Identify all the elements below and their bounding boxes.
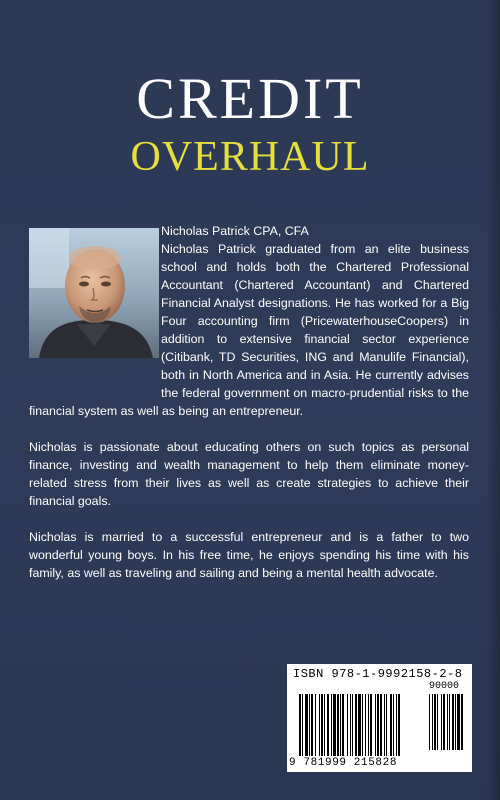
barcode-bar <box>324 694 325 756</box>
barcode-bar <box>311 694 313 756</box>
barcode-bar <box>321 694 323 756</box>
barcode-bar <box>377 694 379 756</box>
barcode-bar <box>386 694 387 756</box>
author-name-line: Nicholas Patrick CPA, CFA <box>161 224 309 238</box>
bio-paragraph-2: Nicholas is passionate about educating others on such topics as personal finance, investing and wealth management to help them eliminate money-related stress from their lives as well as create strategies to achieve their financial goals. <box>29 440 469 508</box>
barcode-bar <box>355 694 357 756</box>
author-bio <box>29 222 469 582</box>
barcode-addon-bar <box>437 694 438 750</box>
isbn-text: ISBN 978-1-9992158-2-8 <box>293 667 463 681</box>
barcode-bar <box>358 694 361 756</box>
barcode-addon-bar <box>432 694 433 750</box>
barcode-bar <box>342 694 344 756</box>
barcode-bar <box>398 694 400 756</box>
barcode-bar <box>302 694 303 756</box>
barcode-addon-bar <box>449 694 450 750</box>
barcode-bar <box>370 694 372 756</box>
bio-paragraph-1: Nicholas Patrick graduated from an elite business school and holds both the Chartered Professional Accountant (Chartered Accountant) and Chartered Financial Analyst designations. He has worked for a Big Four accounting firm (PricewaterhouseCoopers) in addition to extensive financial sector experience (Citibank, TD Securities, ING and Manulife Financial), both in North America and in Asia. He currently advises the federal government on macro-prudential risks to the financial system as well as being an entrepreneur. <box>29 242 469 418</box>
barcode-bar <box>327 694 329 756</box>
barcode-addon-bar <box>461 694 463 750</box>
barcode-bar <box>309 694 310 756</box>
bio-paragraph-3: Nicholas is married to a successful entrepreneur and is a father to two wonderful young boys. In his free time, he enjoys spending his time with his family, as well as traveling and sailing and being a mental health advocate. <box>29 530 469 580</box>
barcode-bar <box>340 694 341 756</box>
barcode-addon-bar <box>457 694 460 750</box>
barcode-addon-bar <box>441 694 442 750</box>
barcode-bar <box>375 694 376 756</box>
barcode-addon-bar <box>443 694 445 750</box>
barcode-bar <box>384 694 385 756</box>
barcode-bar <box>315 694 316 756</box>
barcode-addon-digits: 90000 <box>429 681 460 692</box>
barcode-bar <box>333 694 336 756</box>
barcode-bar <box>365 694 366 756</box>
barcode-bar <box>393 694 394 756</box>
book-subtitle: OVERHAUL <box>130 134 370 180</box>
barcode-bar <box>390 694 392 756</box>
barcode-bar <box>368 694 369 756</box>
barcode-addon-bar <box>452 694 454 750</box>
photo-spacer <box>29 222 161 386</box>
barcode-bar <box>350 694 351 756</box>
barcode-bar <box>299 694 301 756</box>
barcode-bar <box>331 694 332 756</box>
barcode-addon-bar <box>447 694 448 750</box>
barcode-bar <box>347 694 348 756</box>
barcode-bar <box>337 694 339 756</box>
barcode-ean-digits: 9 781999 215828 <box>289 757 398 769</box>
barcode-bar <box>305 694 308 756</box>
book-title: CREDIT <box>136 66 364 131</box>
isbn-barcode-box <box>287 664 472 772</box>
barcode-addon-bar <box>429 694 430 750</box>
barcode-bar <box>352 694 353 756</box>
barcode-bar <box>362 694 363 756</box>
barcode-addon-bar <box>434 694 436 750</box>
barcode-addon-bar <box>455 694 456 750</box>
barcode-bar <box>319 694 320 756</box>
barcode-bar <box>380 694 382 756</box>
barcode-bar <box>396 694 397 756</box>
